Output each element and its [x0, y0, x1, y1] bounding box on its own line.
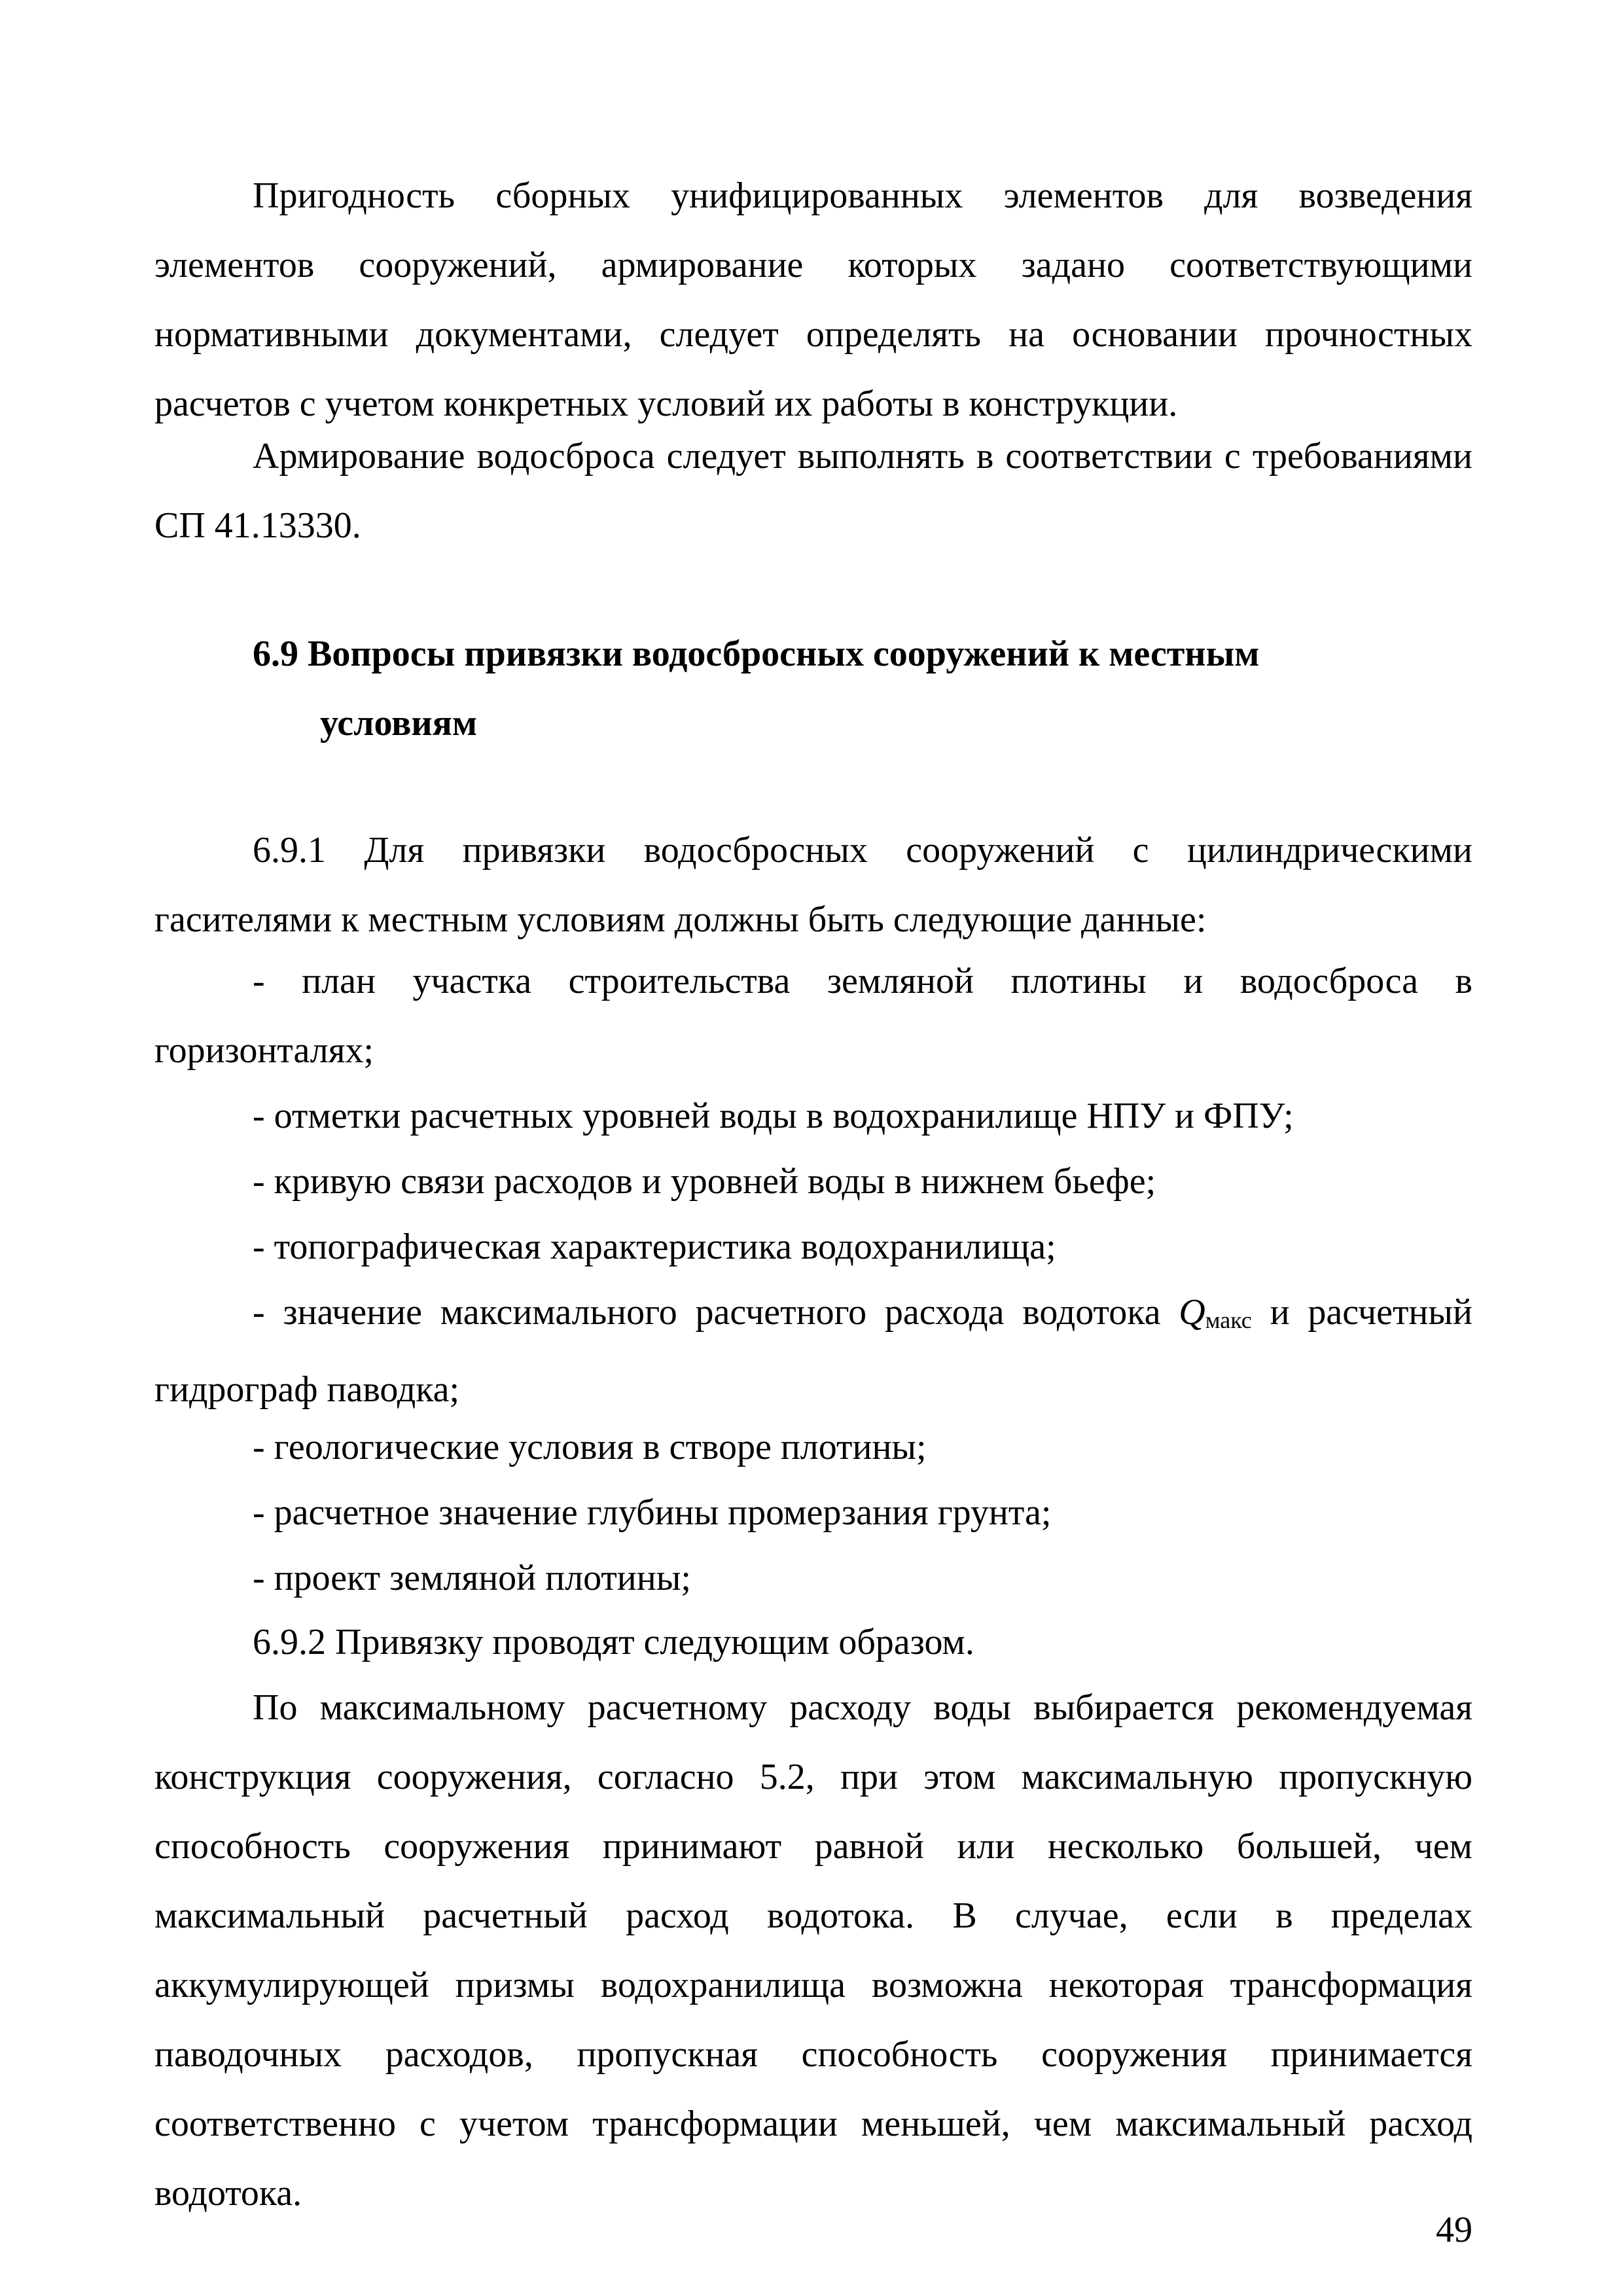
- list-item: - геологические условия в створе плотины;: [253, 1427, 927, 1467]
- q-symbol: Q: [1179, 1292, 1205, 1333]
- list-item: - топографическая характеристика водохранилища;: [253, 1227, 1056, 1267]
- q-subscript: макс: [1205, 1307, 1252, 1333]
- clause-6-9-2-body: По максимальному расчетному расходу воды выбирается рекомендуемая конструкция сооружения, согласно 5.2, при этом максимальную пропускную способность сооружения принимают равной или несколько большей, чем максимальный расчетный расход водотока. В случае, если в пределах аккумулирующей призмы водохранилища возможна некоторая трансформация паводочных расходов, пропускная способность сооружения принимается соответственно с учетом трансформации меньшей, чем максимальный расход водотока.: [154, 1687, 1472, 2214]
- clause-6-9-2-intro: 6.9.2 Привязку проводят следующим образом.: [253, 1622, 974, 1662]
- section-heading-line2: условиям: [320, 703, 478, 744]
- clause-6-9-1-intro: 6.9.1 Для привязки водосбросных сооружений с цилиндрическими гасителями к местным условиям должны быть следующие данные:: [154, 830, 1472, 940]
- list-item-text: - значение максимального расчетного расхода водотока: [253, 1292, 1161, 1333]
- list-item: - отметки расчетных уровней воды в водохранилище НПУ и ФПУ;: [253, 1096, 1294, 1136]
- list-item-tail: и расчетный гидрограф паводка;: [154, 1292, 1472, 1410]
- section-heading-line1: 6.9 Вопросы привязки водосбросных сооружений к местным: [253, 634, 1260, 674]
- section-heading: [253, 619, 1398, 758]
- list-item: - расчетное значение глубины промерзания грунта;: [253, 1492, 1052, 1533]
- list-item: - план участка строительства земляной плотины и водосброса в горизонталях;: [154, 961, 1472, 1071]
- page-number: 49: [1436, 2210, 1472, 2250]
- list-item-max-discharge: [154, 1278, 1472, 1424]
- list-item: - кривую связи расходов и уровней воды в нижнем бьефе;: [253, 1161, 1156, 1202]
- paragraph-prefab-elements: Пригодность сборных унифицированных элементов для возведения элементов сооружений, армирование которых задано соответствующими нормативными документами, следует определять на основании прочностных расчетов с учетом конкретных условий их работы в конструкции.: [154, 175, 1472, 424]
- document-page: [154, 0, 1472, 2296]
- paragraph-reinforcement: Армирование водосброса следует выполнять в соответствии с требованиями СП 41.13330.: [154, 436, 1472, 546]
- list-item: - проект земляной плотины;: [253, 1558, 691, 1598]
